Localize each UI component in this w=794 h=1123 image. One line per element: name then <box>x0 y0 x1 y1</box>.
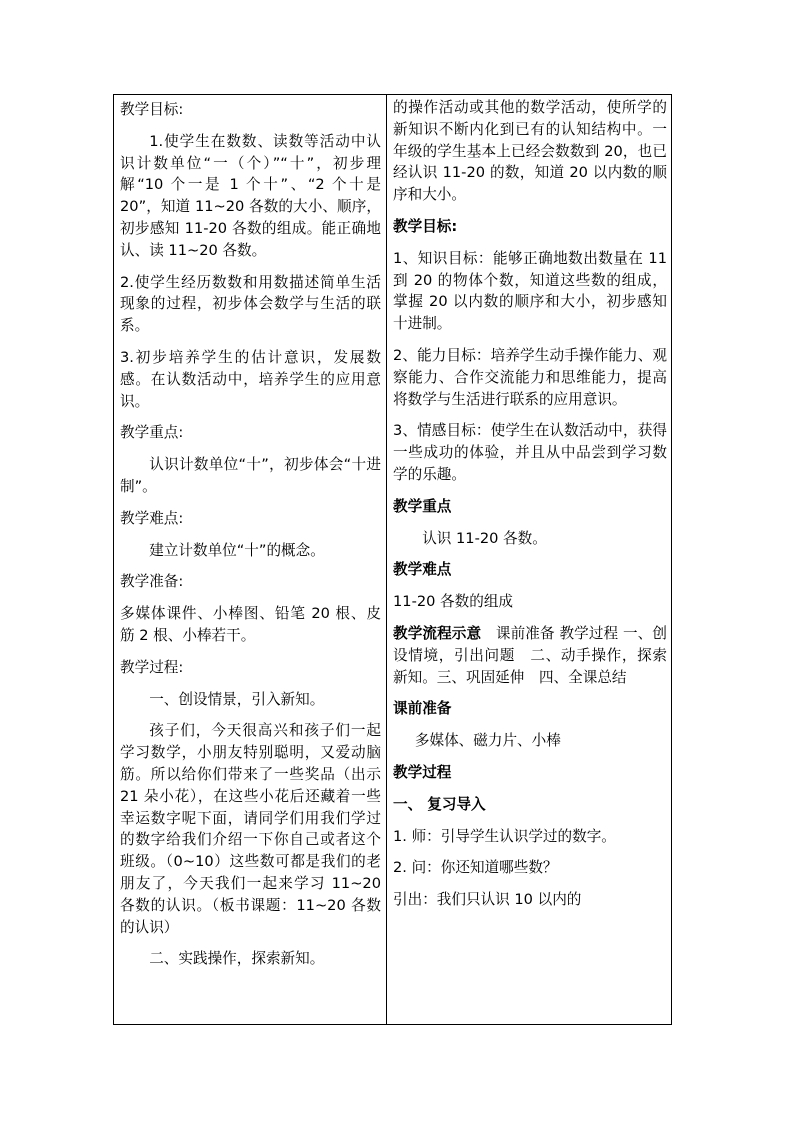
heading-key-points-right: 教学重点 <box>393 497 452 515</box>
flow-outline <box>393 623 667 688</box>
goal-1: 1.使学生在数数、读数等活动中认识计数单位“一（个）”“十”，初步理解“10 个一是 1 个十”、“2 个十是 20”，知道 11~20 各数的大小、顺序，初步感知 11-20 各数的组成。能正确地认、读 11~20 各数。 <box>120 132 381 259</box>
key-points-right-text: 认识 11-20 各数。 <box>422 529 547 547</box>
difficulties-text: 建立计数单位“十”的概念。 <box>149 541 325 559</box>
preparation-text: 多媒体课件、小棒图、铅笔 20 根、皮筋 2 根、小棒若干。 <box>120 605 381 644</box>
heading-teaching-goals: 教学目标: <box>120 101 184 118</box>
heading-pre-class: 课前准备 <box>393 700 452 718</box>
review-step-3: 引出：我们只认识 10 以内的 <box>393 891 582 909</box>
review-step-1: 1. 师：引导学生认识学过的数字。 <box>393 827 616 845</box>
process-step-1: 一、创设情景，引入新知。 <box>149 690 325 708</box>
heading-teaching-goals-right: 教学目标: <box>393 217 458 235</box>
heading-preparation: 教学准备: <box>120 573 184 591</box>
process-step-2: 二、实践操作，探索新知。 <box>149 950 325 968</box>
key-points-text: 认识计数单位“十”，初步体会“十进制”。 <box>120 456 381 495</box>
heading-difficulties: 教学难点: <box>120 509 184 527</box>
pre-class-materials: 多媒体、磁力片、小棒 <box>414 732 561 750</box>
heading-process: 教学过程: <box>120 658 184 676</box>
emotion-goal: 3、情感目标：使学生在认数活动中，获得一些成功的体验，并且从中品尝到学习数学的乐趣。 <box>393 422 667 483</box>
student-analysis-text: 的操作活动或其他的数学活动，使所学的新知识不断内化到已有的认知结构中。一年级的学生基本上已经会数数到 20，也已经认识 11-20 的数，知道 20 以内数的顺序和大小。 <box>393 99 667 204</box>
heading-process-right: 教学过程 <box>393 763 452 781</box>
heading-key-points: 教学重点: <box>120 424 184 442</box>
flow-heading: 教学流程示意 <box>393 624 482 642</box>
section-review: 一、 复习导入 <box>393 795 486 813</box>
difficulties-right-text: 11-20 各数的组成 <box>393 593 514 611</box>
heading-difficulties-right: 教学难点 <box>393 561 452 579</box>
lesson-plan-table <box>113 94 672 1025</box>
review-step-2: 2. 问：你还知道哪些数？ <box>393 859 558 877</box>
goal-3: 3.初步培养学生的估计意识，发展数感。在认数活动中，培养学生的应用意识。 <box>120 348 381 410</box>
ability-goal: 2、能力目标：培养学生动手操作能力、观察能力、合作交流能力和思维能力，提高将数学与生活进行联系的应用意识。 <box>393 346 667 408</box>
left-column <box>114 95 386 1024</box>
right-column <box>387 95 672 1024</box>
knowledge-goal: 1、知识目标：能够正确地数出数量在 11 到 20 的物体个数，知道这些数的组成，掌握 20 以内数的顺序和大小，初步感知十进制。 <box>393 249 667 333</box>
process-step-1-text: 孩子们，今天很高兴和孩子们一起学习数学，小朋友特别聪明，又爱动脑筋。所以给你们带来了一些奖品（出示 21 朵小花），在这些小花后还藏着一些幸运数字呢下面，请同学们用我们学过的数字给我们介绍一下你自己或者这个班级。（0~10）这些数可都是我们的老朋友了，今天我们一起来学习 11~20 各数的认识。（板书课题：11~20 各数的认识） <box>120 722 381 936</box>
goal-2: 2.使学生经历数数和用数描述简单生活现象的过程，初步体会数学与生活的联系。 <box>120 273 381 335</box>
flow-steps: 课前准备 教学过程 一、创设情境，引出问题 二、动手操作，探索新知。三、巩固延伸 四、全课总结 <box>393 624 667 686</box>
